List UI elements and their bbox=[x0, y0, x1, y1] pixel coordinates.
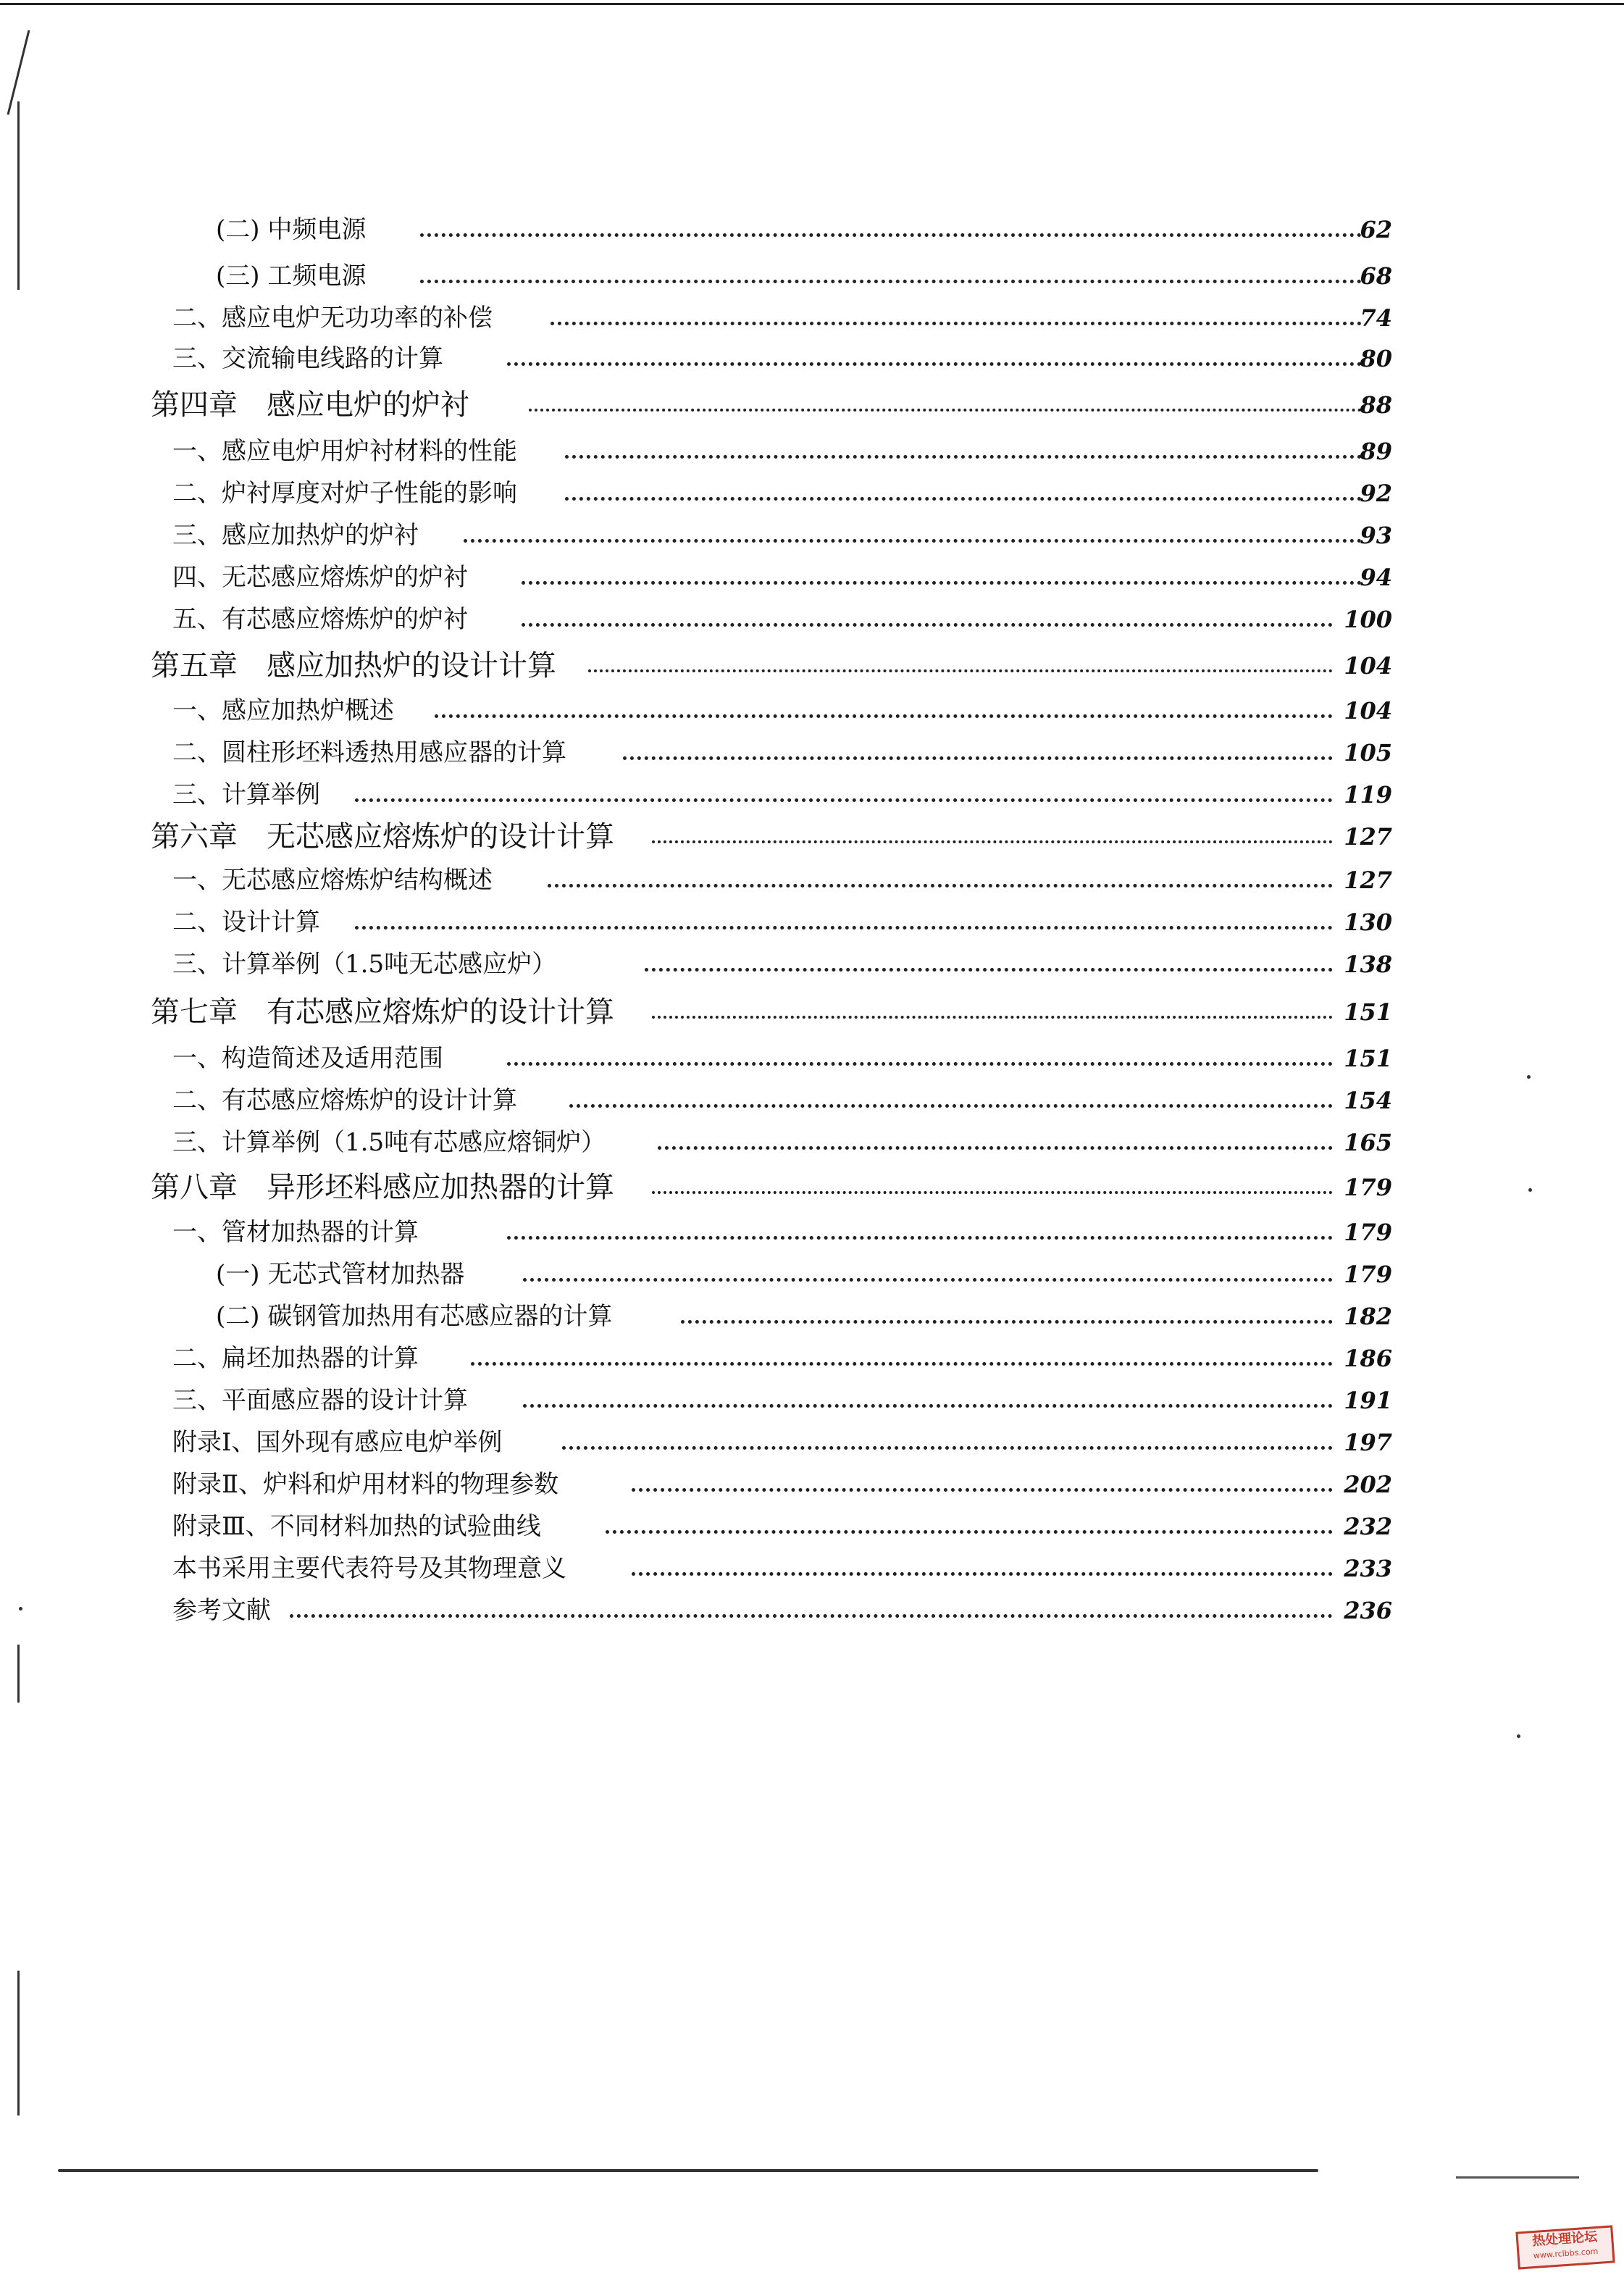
toc-page-number: 179 bbox=[1344, 1174, 1392, 1201]
toc-page-number: 202 bbox=[1344, 1471, 1392, 1498]
toc-entry[interactable] bbox=[0, 1253, 1624, 1295]
toc-entry[interactable] bbox=[0, 1421, 1624, 1463]
toc-page-number: 236 bbox=[1344, 1597, 1392, 1624]
dot-leader bbox=[548, 884, 1333, 888]
toc-page-number: 88 bbox=[1360, 391, 1392, 419]
toc-page-number: 104 bbox=[1344, 697, 1392, 724]
dot-leader bbox=[632, 1488, 1333, 1492]
toc-page-number: 62 bbox=[1360, 216, 1392, 243]
toc-page-number: 179 bbox=[1344, 1261, 1392, 1288]
toc-page-number: 197 bbox=[1344, 1429, 1392, 1456]
toc-page-number: 74 bbox=[1360, 304, 1392, 332]
dot-leader bbox=[290, 1614, 1333, 1618]
toc-entry-title: (三) 工频电源 bbox=[216, 262, 367, 291]
toc-chapter[interactable] bbox=[0, 645, 1624, 687]
toc-page-number: 151 bbox=[1344, 1045, 1392, 1072]
toc-entry[interactable] bbox=[0, 598, 1624, 640]
toc-entry-title: 二、扁坯加热器的计算 bbox=[172, 1344, 419, 1373]
dot-leader bbox=[551, 322, 1362, 325]
toc-entry-title: 参考文献 bbox=[172, 1596, 271, 1625]
dot-leader bbox=[562, 1446, 1333, 1450]
toc-page-number: 165 bbox=[1344, 1129, 1392, 1156]
toc-entry-title: 三、感应加热炉的炉衬 bbox=[172, 521, 419, 550]
toc-entry[interactable] bbox=[0, 859, 1624, 901]
toc-entry[interactable] bbox=[0, 430, 1624, 472]
toc-entry-title: 三、交流输电线路的计算 bbox=[172, 344, 443, 373]
dot-leader bbox=[529, 409, 1362, 412]
dot-leader bbox=[507, 362, 1362, 366]
dot-leader bbox=[523, 1278, 1333, 1282]
toc-page-number: 182 bbox=[1344, 1303, 1392, 1330]
toc-entry[interactable] bbox=[0, 514, 1624, 556]
dot-leader bbox=[565, 497, 1362, 501]
toc-entry-title: 三、计算举例 bbox=[172, 780, 320, 809]
stamp-title: 热处理论坛 bbox=[1531, 2229, 1598, 2250]
toc-entry-title: 二、圆柱形坯料透热用感应器的计算 bbox=[172, 738, 566, 767]
toc-page-number: 127 bbox=[1344, 823, 1392, 851]
toc-page-number: 154 bbox=[1344, 1087, 1392, 1114]
toc-page-number: 100 bbox=[1344, 606, 1392, 633]
toc-page-number: 105 bbox=[1344, 739, 1392, 767]
toc-entry-title: 第七章 有芯感应熔炼炉的设计计算 bbox=[151, 995, 614, 1029]
toc-entry[interactable] bbox=[0, 1590, 1624, 1632]
toc-entry-title: 第六章 无芯感应熔炼炉的设计计算 bbox=[151, 820, 614, 853]
toc-page-number: 68 bbox=[1360, 262, 1392, 290]
toc-entry-title: 一、管材加热器的计算 bbox=[172, 1218, 419, 1247]
toc-entry[interactable] bbox=[0, 1337, 1624, 1379]
dot-leader bbox=[355, 798, 1333, 802]
toc-chapter[interactable] bbox=[0, 384, 1624, 426]
dot-leader bbox=[606, 1530, 1333, 1534]
toc-chapter[interactable] bbox=[0, 816, 1624, 858]
toc-page-number: 186 bbox=[1344, 1345, 1392, 1372]
toc-entry-title: 二、有芯感应熔炼炉的设计计算 bbox=[172, 1086, 517, 1115]
dot-leader bbox=[420, 280, 1362, 283]
forum-watermark-stamp bbox=[1515, 2225, 1615, 2269]
toc-entry[interactable] bbox=[0, 209, 1624, 251]
toc-entry-title: 四、无芯感应熔炼炉的炉衬 bbox=[172, 563, 468, 592]
toc-page-number: 232 bbox=[1344, 1513, 1392, 1540]
toc-entry-title: 一、构造简述及适用范围 bbox=[172, 1044, 443, 1073]
toc-entry[interactable] bbox=[0, 943, 1624, 985]
toc-entry-title: 附录Ⅲ、不同材料加热的试验曲线 bbox=[172, 1512, 541, 1541]
scan-edge-top bbox=[0, 3, 1624, 5]
dot-leader bbox=[632, 1572, 1333, 1576]
toc-entry-title: 第八章 异形坯料感应加热器的计算 bbox=[151, 1171, 614, 1204]
toc-chapter[interactable] bbox=[0, 991, 1624, 1033]
toc-entry[interactable] bbox=[0, 901, 1624, 943]
toc-entry[interactable] bbox=[0, 1122, 1624, 1164]
toc-entry[interactable] bbox=[0, 472, 1624, 514]
dot-leader bbox=[645, 968, 1333, 972]
toc-entry-title: 三、计算举例（1.5吨无芯感应炉） bbox=[172, 950, 557, 979]
toc-entry-title: 二、感应电炉无功功率的补偿 bbox=[172, 304, 493, 333]
dot-leader bbox=[522, 581, 1362, 585]
stamp-url: www.rclbbs.com bbox=[1533, 2246, 1599, 2261]
toc-entry-title: 三、计算举例（1.5吨有芯感应熔铜炉） bbox=[172, 1128, 606, 1157]
toc-entry[interactable] bbox=[0, 255, 1624, 297]
dot-leader bbox=[420, 233, 1362, 237]
toc-entry-title: 一、无芯感应熔炼炉结构概述 bbox=[172, 866, 493, 895]
toc-entry[interactable] bbox=[0, 297, 1624, 339]
dot-leader bbox=[464, 539, 1362, 543]
dot-leader bbox=[652, 840, 1333, 843]
dot-leader bbox=[522, 623, 1333, 627]
toc-entry-title: 二、炉衬厚度对炉子性能的影响 bbox=[172, 479, 517, 508]
toc-entry-title: 三、平面感应器的设计计算 bbox=[172, 1386, 468, 1415]
toc-entry[interactable] bbox=[0, 1079, 1624, 1122]
toc-page-number: 138 bbox=[1344, 951, 1392, 978]
toc-page-number: 104 bbox=[1344, 652, 1392, 680]
dot-leader bbox=[652, 1016, 1333, 1019]
toc-page-number: 80 bbox=[1360, 345, 1392, 372]
toc-entry[interactable] bbox=[0, 1548, 1624, 1590]
dot-leader bbox=[523, 1404, 1333, 1408]
toc-page-number: 127 bbox=[1344, 866, 1392, 894]
toc-entry[interactable] bbox=[0, 1295, 1624, 1337]
toc-entry-title: 附录Ⅱ、炉料和炉用材料的物理参数 bbox=[172, 1470, 559, 1499]
toc-page-number: 119 bbox=[1344, 781, 1392, 809]
toc-entry-title: 二、设计计算 bbox=[172, 908, 320, 937]
scan-speck bbox=[1517, 1734, 1520, 1738]
toc-page-number: 93 bbox=[1360, 522, 1392, 549]
toc-chapter[interactable] bbox=[0, 1166, 1624, 1208]
toc-entry-title: 五、有芯感应熔炼炉的炉衬 bbox=[172, 605, 468, 634]
dot-leader bbox=[507, 1062, 1333, 1066]
toc-entry[interactable] bbox=[0, 1211, 1624, 1253]
toc-entry-title: (二) 中频电源 bbox=[216, 215, 367, 244]
scan-edge-bottom bbox=[58, 2169, 1318, 2172]
toc-page-number: 92 bbox=[1360, 480, 1392, 507]
toc-page-number: 191 bbox=[1344, 1387, 1392, 1414]
toc-entry-title: 附录Ⅰ、国外现有感应电炉举例 bbox=[172, 1428, 503, 1457]
dot-leader bbox=[569, 1104, 1333, 1108]
toc-entry-title: 第五章 感应加热炉的设计计算 bbox=[151, 649, 556, 682]
toc-page-number: 179 bbox=[1344, 1219, 1392, 1246]
dot-leader bbox=[471, 1362, 1333, 1366]
toc-page-number: 130 bbox=[1344, 909, 1392, 936]
toc-page-number: 233 bbox=[1344, 1555, 1392, 1582]
dot-leader bbox=[565, 455, 1362, 459]
dot-leader bbox=[623, 756, 1333, 760]
toc-entry-title: 本书采用主要代表符号及其物理意义 bbox=[172, 1554, 566, 1583]
toc-entry-title: 一、感应电炉用炉衬材料的性能 bbox=[172, 437, 517, 466]
toc-entry[interactable] bbox=[0, 690, 1624, 732]
toc-entry[interactable] bbox=[0, 1379, 1624, 1421]
toc-page-number: 89 bbox=[1360, 438, 1392, 465]
toc-entry[interactable] bbox=[0, 1037, 1624, 1079]
toc-entry-title: (二) 碳钢管加热用有芯感应器的计算 bbox=[216, 1302, 613, 1331]
toc-entry-title: (一) 无芯式管材加热器 bbox=[216, 1260, 465, 1289]
dot-leader bbox=[435, 714, 1333, 718]
toc-entry[interactable] bbox=[0, 1463, 1624, 1505]
dot-leader bbox=[652, 1191, 1333, 1194]
scan-edge-bottom-right bbox=[1456, 2176, 1579, 2179]
dot-leader bbox=[658, 1146, 1333, 1150]
scan-mark-left-3 bbox=[17, 1645, 20, 1703]
toc-page-number: 94 bbox=[1360, 564, 1392, 591]
toc-entry-title: 一、感应加热炉概述 bbox=[172, 696, 394, 725]
dot-leader bbox=[507, 1236, 1333, 1240]
dot-leader bbox=[355, 926, 1333, 930]
toc-entry-title: 第四章 感应电炉的炉衬 bbox=[151, 388, 469, 422]
toc-page-number: 151 bbox=[1344, 998, 1392, 1026]
toc-entry[interactable] bbox=[0, 732, 1624, 774]
toc-entry[interactable] bbox=[0, 1505, 1624, 1548]
dot-leader bbox=[681, 1320, 1333, 1324]
scan-mark-left-4 bbox=[17, 1971, 20, 2116]
toc-entry[interactable] bbox=[0, 556, 1624, 598]
dot-leader bbox=[588, 669, 1333, 672]
toc-entry[interactable] bbox=[0, 338, 1624, 380]
toc-entry[interactable] bbox=[0, 774, 1624, 816]
